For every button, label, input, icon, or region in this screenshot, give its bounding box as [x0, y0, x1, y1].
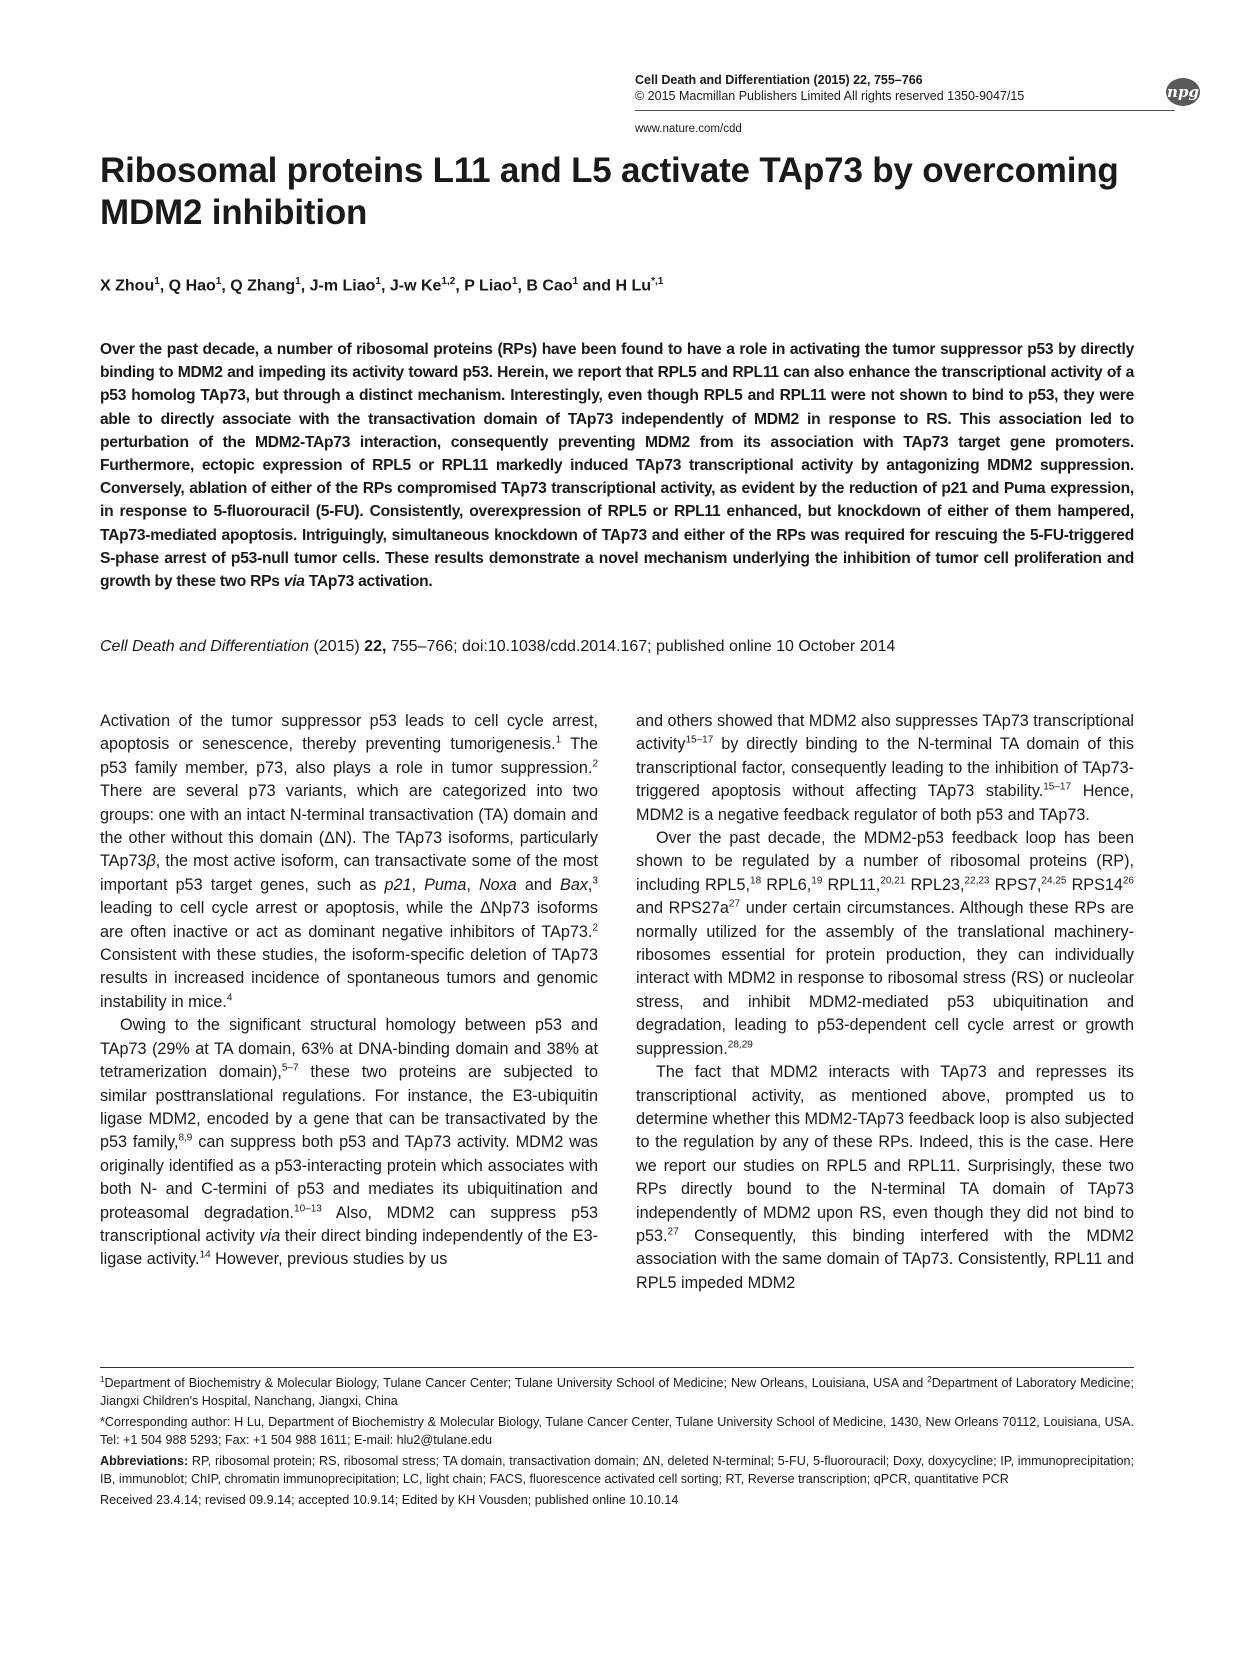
author-name[interactable]: Q Hao: [168, 277, 216, 295]
reference[interactable]: 8,9: [178, 1132, 193, 1144]
reference[interactable]: 1: [555, 735, 562, 747]
article-title: Ribosomal proteins L11 and L5 activate TAp73 by overcoming MDM2 inhibition: [100, 151, 1119, 232]
reference[interactable]: 20,21: [880, 875, 906, 887]
author-name[interactable]: J-w Ke: [389, 277, 442, 295]
author-name[interactable]: J-m Liao: [309, 277, 376, 295]
author-affiliation: 1: [511, 276, 518, 287]
body-column-left: [100, 710, 598, 1272]
body-column-right: [636, 710, 1134, 1295]
reference[interactable]: 14: [199, 1249, 211, 1261]
author-name[interactable]: P Liao: [464, 277, 512, 295]
reference[interactable]: 10–13: [294, 1203, 322, 1215]
reference[interactable]: 15–17: [1043, 781, 1072, 793]
journal-url[interactable]: www.nature.com/cdd: [635, 123, 742, 135]
citation-rest: 755–766; doi:10.1038/cdd.2014.167; published online 10 October 2014: [390, 638, 896, 655]
paragraph: Activation of the tumor suppressor p53 leads to cell cycle arrest, apoptosis or senescence, thereby preventing tumorigenesis.$^1$ The p53 family member, p73, also plays a role in tumor suppression.$^2$ There are several p73 variants, which are categorized into two groups: one with an intact N-terminal transactivation (TA) domain and the other without this domain (ΔN). The TAp73 isoforms, particularly TAp73β, the most active isoform, can transactivate some of the most important p53 target genes, such as p21, Puma, Noxa and Bax,$^3$ leading to cell cycle arrest or apoptosis, while the ΔNp73 isoforms are often inactive or act as dominant negative inhibitors of TAp73.$^2$ Consistent with these studies, the isoform-specific deletion of TAp73 results in increased incidence of spontaneous tumors and genomic instability in mice.$^4$: [100, 712, 598, 1011]
reference[interactable]: 26: [1122, 875, 1134, 887]
abbreviations: Abbreviations: RP, ribosomal protein; RS, ribosomal stress; TA domain, transactivation domain; ΔN, deleted N-terminal; 5-FU, 5-fluorouracil; Doxy, doxycycline; IP, immunoprecipitation; IB, immunoblot; ChIP, chromatin immunoprecipitation; LC, light chain; FACS, fluorescence activated cell sorting; RT, Reverse transcription; qPCR, quantitative PCR: [100, 1454, 1134, 1486]
reference[interactable]: 2: [592, 922, 598, 934]
journal-header: [635, 72, 1115, 137]
author-affiliation: 1: [154, 276, 160, 287]
reference[interactable]: 2: [592, 758, 598, 770]
reference[interactable]: 28,29: [727, 1039, 753, 1051]
footnote-divider: [100, 1367, 1134, 1368]
footnotes: [100, 1375, 1134, 1514]
author-affiliation: 1: [215, 276, 222, 287]
abstract-via: via: [283, 573, 305, 591]
copyright-line: © 2015 Macmillan Publishers Limited All rights reserved 1350-9047/15: [635, 89, 1025, 103]
citation-journal: Cell Death and Differentiation: [100, 638, 310, 655]
corresponding-author: *Corresponding author: H Lu, Department of Biochemistry & Molecular Biology, Tulane Cancer Center, Tulane University School of Medicine, 1430, New Orleans 70112, Louisiana, USA. Tel: +1 504 988 5293; Fax: +1 504 988 1611; E-mail: hlu2@tulane.edu: [100, 1415, 1134, 1447]
author-affiliation: 1: [375, 276, 381, 287]
reference[interactable]: 18: [750, 875, 762, 887]
paragraph: and others showed that MDM2 also suppresses TAp73 transcriptional activity$^{15-17}$ by directly binding to the N-terminal TA domain of this transcriptional factor, consequently leading to the inhibition of TAp73-triggered apoptosis without affecting TAp73 stability.$^{15-17}$ Hence, MDM2 is a negative feedback regulator of both p53 and TAp73.: [636, 712, 1134, 824]
citation-line: [100, 636, 1150, 658]
abstract-end: TAp73 activation.: [308, 573, 433, 591]
npg-logo: npg: [1166, 78, 1200, 106]
citation-volume: 22,: [364, 638, 387, 655]
paragraph: The fact that MDM2 interacts with TAp73 and represses its transcriptional activity, as mentioned above, prompted us to determine whether this MDM2-TAp73 feedback loop is also subjected to the regulation by any of these RPs. Indeed, this is the case. Here we report our studies on RPL5 and RPL11. Surprisingly, these two RPs directly bound to the N-terminal TA domain of TAp73 independently of MDM2 upon RS, even though they did not bind to p53.27 Consequently, this binding interfered with the MDM2 association with the same domain of TAp73. Consistently, RPL11 and RPL5 impeded MDM2: [636, 1063, 1134, 1292]
abstract: [100, 338, 1134, 593]
reference[interactable]: 5–7: [281, 1062, 299, 1074]
author-name[interactable]: B Cao: [526, 277, 573, 295]
author-name[interactable]: Q Zhang: [230, 277, 296, 295]
author-affiliation: 1: [572, 276, 579, 287]
author-name[interactable]: X Zhou: [100, 277, 155, 295]
author-affiliation: 1: [295, 276, 301, 287]
header-divider: [635, 110, 1175, 111]
author-affiliation: 1,2: [441, 276, 456, 287]
reference[interactable]: 19: [811, 875, 823, 887]
reference[interactable]: 15–17: [685, 735, 714, 747]
affiliations: $^1$Department of Biochemistry & Molecular Biology, Tulane Cancer Center; Tulane University School of Medicine; New Orleans, Louisiana, USA and $^2$Department of Laboratory Medicine; Jiangxi Children's Hospital, Nanchang, Jiangxi, China: [100, 1374, 1134, 1408]
received-dates: Received 23.4.14; revised 09.9.14; accepted 10.9.14; Edited by KH Vousden; published online 10.10.14: [100, 1493, 679, 1507]
reference[interactable]: 3: [592, 875, 598, 887]
paragraph: Over the past decade, the MDM2-p53 feedback loop has been shown to be regulated by a number of ribosomal proteins (RP), including RPL5,18 RPL6,19 RPL11,$^{20,21}$ RPL23,$^{22,23}$ RPS7,$^{24,25}$ $RPS14^{26}$ and $RPS27a^{27}$ under certain circumstances. Although these RPs are normally utilized for the assembly of the translational machinery-ribosomes essential for protein production, they can individually interact with MDM2 in response to ribosomal stress (RS) or nucleolar stress, and inhibit MDM2-mediated p53 ubiquitination and degradation, leading to p53-dependent cell cycle arrest or growth suppression.$^{28,29}$: [636, 829, 1134, 1058]
reference[interactable]: 27: [728, 898, 741, 910]
journal-line: Cell Death and Differentiation (2015) 22, 755–766: [635, 73, 923, 87]
reference[interactable]: 27: [667, 1226, 679, 1238]
author-name[interactable]: H Lu: [615, 277, 652, 295]
paragraph: Owing to the significant structural homology between p53 and TAp73 (29% at TA domain, 63% at DNA-binding domain and 38% at tetramerization domain),$^{5-7}$ these two proteins are subjected to similar posttranslational regulations. For instance, the E3-ubiquitin ligase MDM2, encoded by a gene that can be transactivated by the p53 family,$^{8,9}$ can suppress both p53 and TAp73 activity. MDM2 was originally identified as a p53-interacting protein which associates with both N- and C-termini of p53 and mediates its ubiquitination and proteasomal degradation.$^{10-13}$ Also, MDM2 can suppress p53 transcriptional activity via their direct binding independently of the E3-ligase activity.$^{14}$ However, previous studies by us: [100, 1016, 598, 1269]
reference[interactable]: 4: [226, 992, 233, 1004]
author-list: X Zhou$^1$, Q Hao$^1$, Q Zhang$^1$, J-m Liao$^1$, J-w Ke$^{1,2}$, P Liao$^1$, B Cao$^1$ and H $Lu^{*,1}$: [100, 276, 664, 295]
citation-year: (2015): [313, 638, 360, 655]
author-affiliation: *,1: [651, 276, 664, 287]
reference[interactable]: 24,25: [1041, 875, 1067, 887]
reference[interactable]: 22,23: [964, 875, 990, 887]
abstract-text: Over the past decade, a number of ribosomal proteins (RPs) have been found to have a role in activating the tumor suppressor p53 by directly binding to MDM2 and impeding its activity toward p53. Herein, we report that RPL5 and RPL11 can also enhance the transcriptional activity of a p53 homolog TAp73, but through a distinct mechanism. Interestingly, even though RPL5 and RPL11 were not shown to bind to p53, they were able to directly associate with the transactivation domain of TAp73 independently of MDM2 in response to RS. This association led to perturbation of the MDM2-TAp73 interaction, consequently preventing MDM2 from its association with TAp73 target gene promoters. Furthermore, ectopic expression of RPL5 or RPL11 markedly induced TAp73 transcriptional activity by antagonizing MDM2 suppression. Conversely, ablation of either of the RPs compromised TAp73 transcriptional activity, as evident by the reduction of p21 and Puma expression, in response to 5-fluorouracil (5-FU). Consistently, overexpression of RPL5 or RPL11 enhanced, but knockdown of either of them hampered, TAp73-mediated apoptosis. Intriguingly, simultaneous knockdown of TAp73 and either of the RPs was required for rescuing the 5-FU-triggered S-phase arrest of p53-null tumor cells. These results demonstrate a novel mechanism underlying the inhibition of tumor cell proliferation and growth by these two RPs: [100, 341, 1134, 591]
